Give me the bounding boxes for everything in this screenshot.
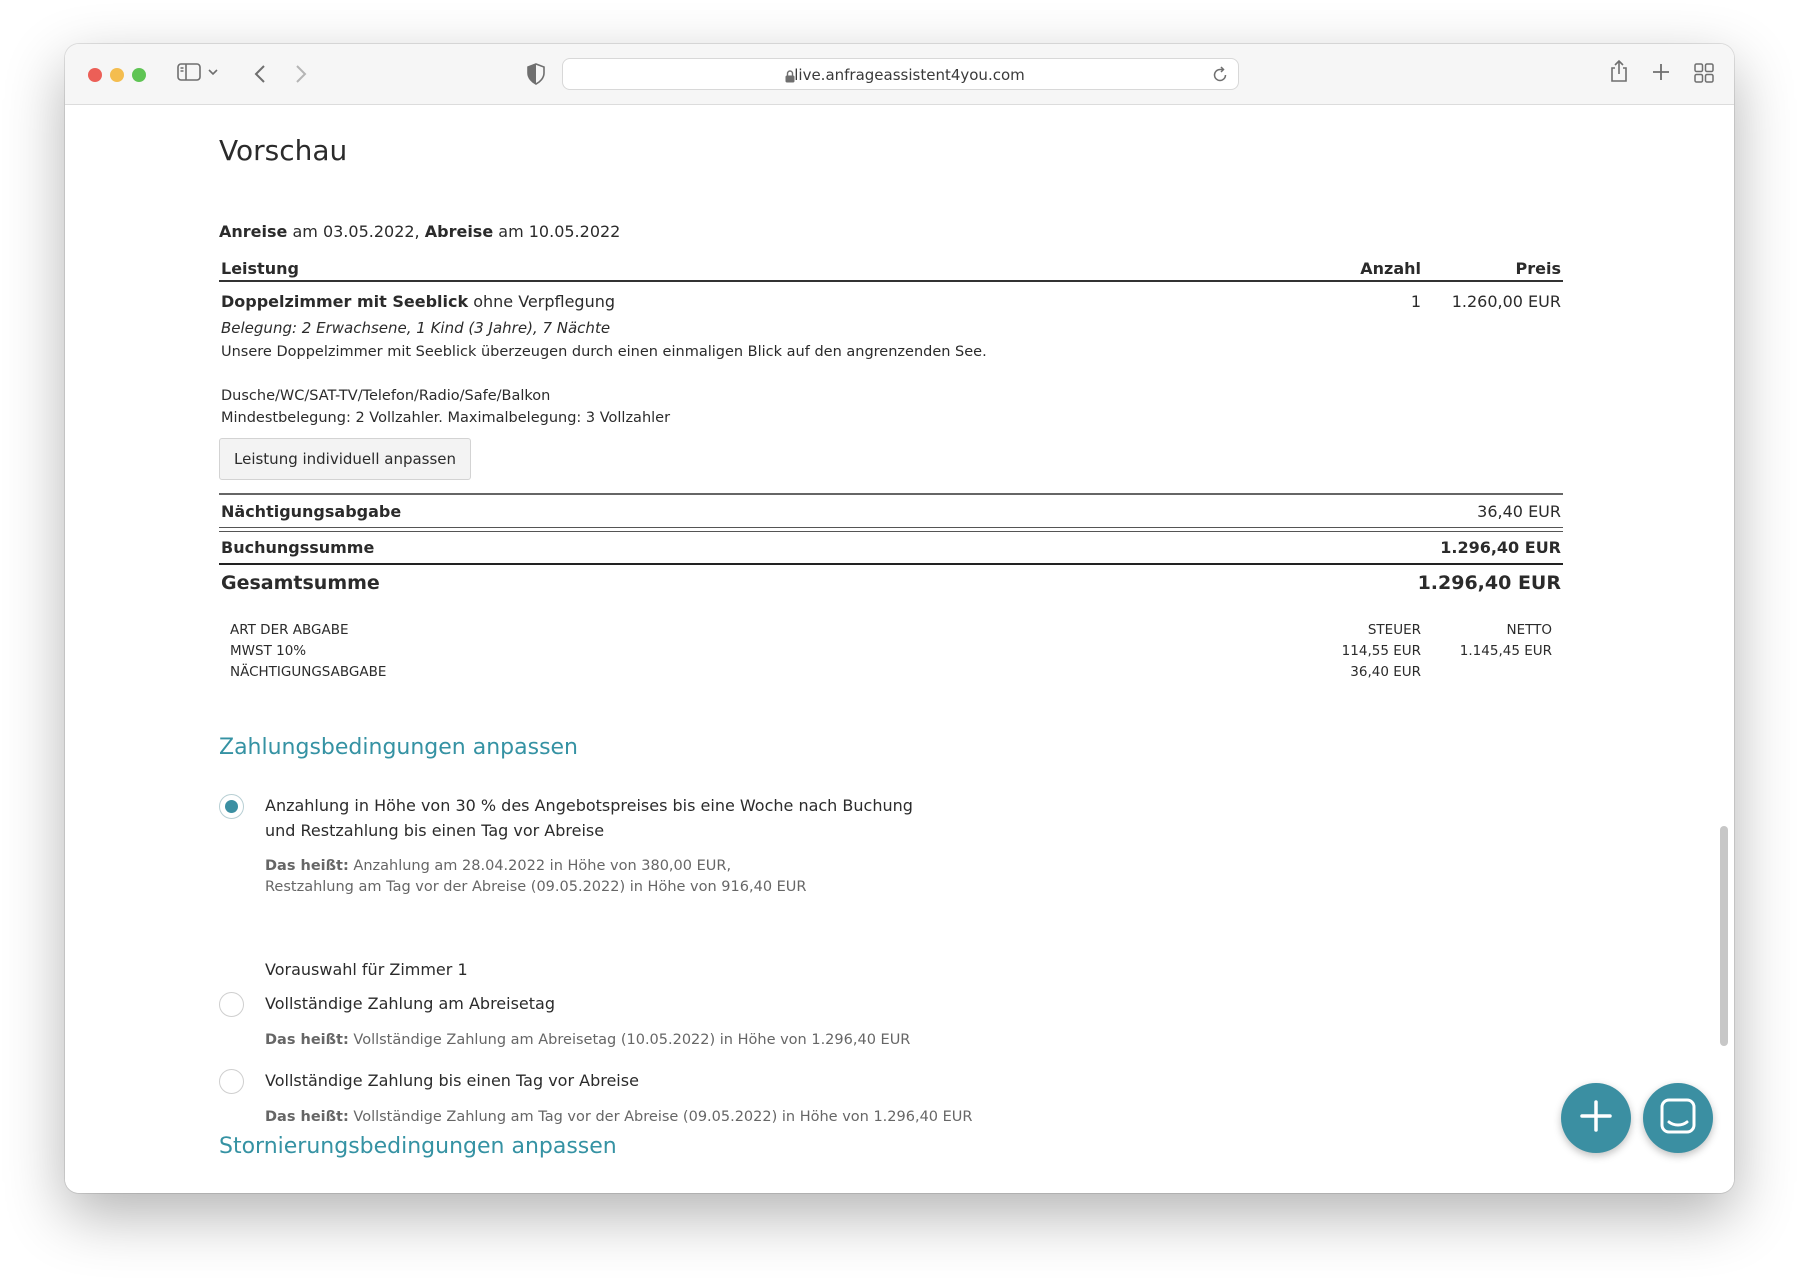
payment-option-label[interactable]: Vollständige Zahlung bis einen Tag vor Abreise [265, 1071, 639, 1090]
payment-option-radio[interactable] [219, 1069, 244, 1094]
divider [219, 563, 1563, 565]
page-title: Vorschau [219, 134, 348, 167]
tax-type: NÄCHTIGUNGSABGABE [230, 664, 387, 680]
plus-icon [1579, 1099, 1613, 1137]
payment-option-note [265, 1107, 972, 1128]
tax-header-row [219, 622, 1563, 643]
item-amenities: Dusche/WC/SAT-TV/Telefon/Radio/Safe/Balkon [221, 388, 551, 404]
note-prefix: Das heißt: [265, 1032, 349, 1048]
browser-toolbar [65, 44, 1734, 105]
payment-option-label[interactable]: Vollständige Zahlung am Abreisetag [265, 994, 556, 1013]
note-text: Vollständige Zahlung am Abreisetag (10.05.2022) in Höhe von 1.296,40 EUR [353, 1032, 911, 1048]
address-bar[interactable] [562, 58, 1239, 90]
services-table-header [219, 256, 1563, 282]
total-value: 1.296,40 EUR [1417, 572, 1561, 594]
tax-type: MWST 10% [230, 643, 307, 659]
tax-amount: 36,40 EUR [1350, 664, 1421, 680]
item-name-rest: ohne Verpflegung [473, 292, 616, 311]
close-window-button[interactable] [88, 68, 102, 82]
note-text: Restzahlung am Tag vor der Abreise (09.05.2022) in Höhe von 916,40 EUR [265, 879, 807, 895]
item-qty: 1 [1410, 292, 1421, 311]
booking-sum-value: 1.296,40 EUR [1440, 538, 1561, 557]
divider [219, 493, 1563, 495]
tax-row [219, 664, 1563, 685]
departure-date: am 10.05.2022 [498, 222, 621, 241]
add-button[interactable] [1561, 1083, 1631, 1153]
note-prefix: Das heißt: [265, 858, 349, 874]
arrival-date: am 03.05.2022, [292, 222, 420, 241]
forward-icon[interactable] [295, 64, 307, 84]
arrival-label: Anreise [219, 222, 288, 241]
url-text: live.anfrageassistent4you.com [794, 66, 1025, 84]
note-prefix: Das heißt: [265, 1109, 349, 1125]
back-icon[interactable] [254, 64, 266, 84]
page-content [65, 106, 1734, 1193]
tax-header-type: ART DER ABGABE [230, 622, 349, 638]
payment-option-label-line: Anzahlung in Höhe von 30 % des Angebotspreises bis eine Woche nach Buchung [265, 796, 913, 815]
payment-option-radio[interactable] [219, 794, 244, 819]
scrollbar[interactable] [1720, 826, 1728, 1046]
item-name [221, 292, 615, 311]
browser-window [65, 44, 1734, 1193]
share-icon[interactable] [1609, 59, 1629, 83]
overnight-tax-value: 36,40 EUR [1477, 502, 1561, 521]
payment-option-label-line: und Restzahlung bis einen Tag vor Abreise [265, 821, 605, 840]
payment-option-note [265, 856, 807, 898]
item-occupancy-limits: Mindestbelegung: 2 Vollzahler. Maximalbelegung: 3 Vollzahler [221, 410, 671, 426]
chat-button[interactable] [1643, 1083, 1713, 1153]
tax-net: 1.145,45 EUR [1459, 643, 1552, 659]
header-qty: Anzahl [1360, 259, 1421, 278]
chat-icon [1660, 1098, 1696, 1138]
tax-header-net: NETTO [1506, 622, 1552, 638]
minimize-window-button[interactable] [110, 68, 124, 82]
double-divider [219, 527, 1563, 532]
payment-option-label[interactable] [265, 793, 913, 843]
stay-dates [219, 222, 620, 241]
payment-terms-heading[interactable]: Zahlungsbedingungen anpassen [219, 735, 579, 760]
adjust-service-button[interactable]: Leistung individuell anpassen [219, 438, 471, 480]
tab-overview-icon[interactable] [1694, 63, 1714, 83]
shield-icon[interactable] [527, 63, 545, 85]
tax-header-tax: STEUER [1367, 622, 1421, 638]
preselection-label: Vorauswahl für Zimmer 1 [265, 960, 468, 979]
item-name-bold: Doppelzimmer mit Seeblick [221, 292, 469, 311]
item-description: Unsere Doppelzimmer mit Seeblick überzeugen durch einen einmaligen Blick auf den angrenzenden See. [221, 344, 987, 360]
note-text: Vollständige Zahlung am Tag vor der Abreise (09.05.2022) in Höhe von 1.296,40 EUR [353, 1109, 973, 1125]
item-price: 1.260,00 EUR [1451, 292, 1561, 311]
note-text: Anzahlung am 28.04.2022 in Höhe von 380,00 EUR, [353, 858, 732, 874]
reload-icon[interactable] [1212, 66, 1228, 87]
chevron-down-icon[interactable] [208, 69, 218, 76]
payment-option-radio[interactable] [219, 992, 244, 1017]
tax-row [219, 643, 1563, 664]
new-tab-icon[interactable] [1652, 63, 1670, 81]
tax-breakdown [219, 622, 1563, 685]
header-price: Preis [1515, 259, 1561, 278]
cancellation-terms-heading[interactable]: Stornierungsbedingungen anpassen [219, 1134, 617, 1159]
booking-sum-label: Buchungssumme [221, 538, 375, 557]
sidebar-icon[interactable] [177, 63, 201, 81]
overnight-tax-label: Nächtigungsabgabe [221, 502, 402, 521]
tax-amount: 114,55 EUR [1341, 643, 1421, 659]
zoom-window-button[interactable] [132, 68, 146, 82]
header-service: Leistung [221, 259, 299, 278]
payment-option-note [265, 1030, 910, 1051]
departure-label: Abreise [424, 222, 494, 241]
total-label: Gesamtsumme [221, 572, 380, 594]
item-occupancy: Belegung: 2 Erwachsene, 1 Kind (3 Jahre), 7 Nächte [221, 319, 611, 337]
